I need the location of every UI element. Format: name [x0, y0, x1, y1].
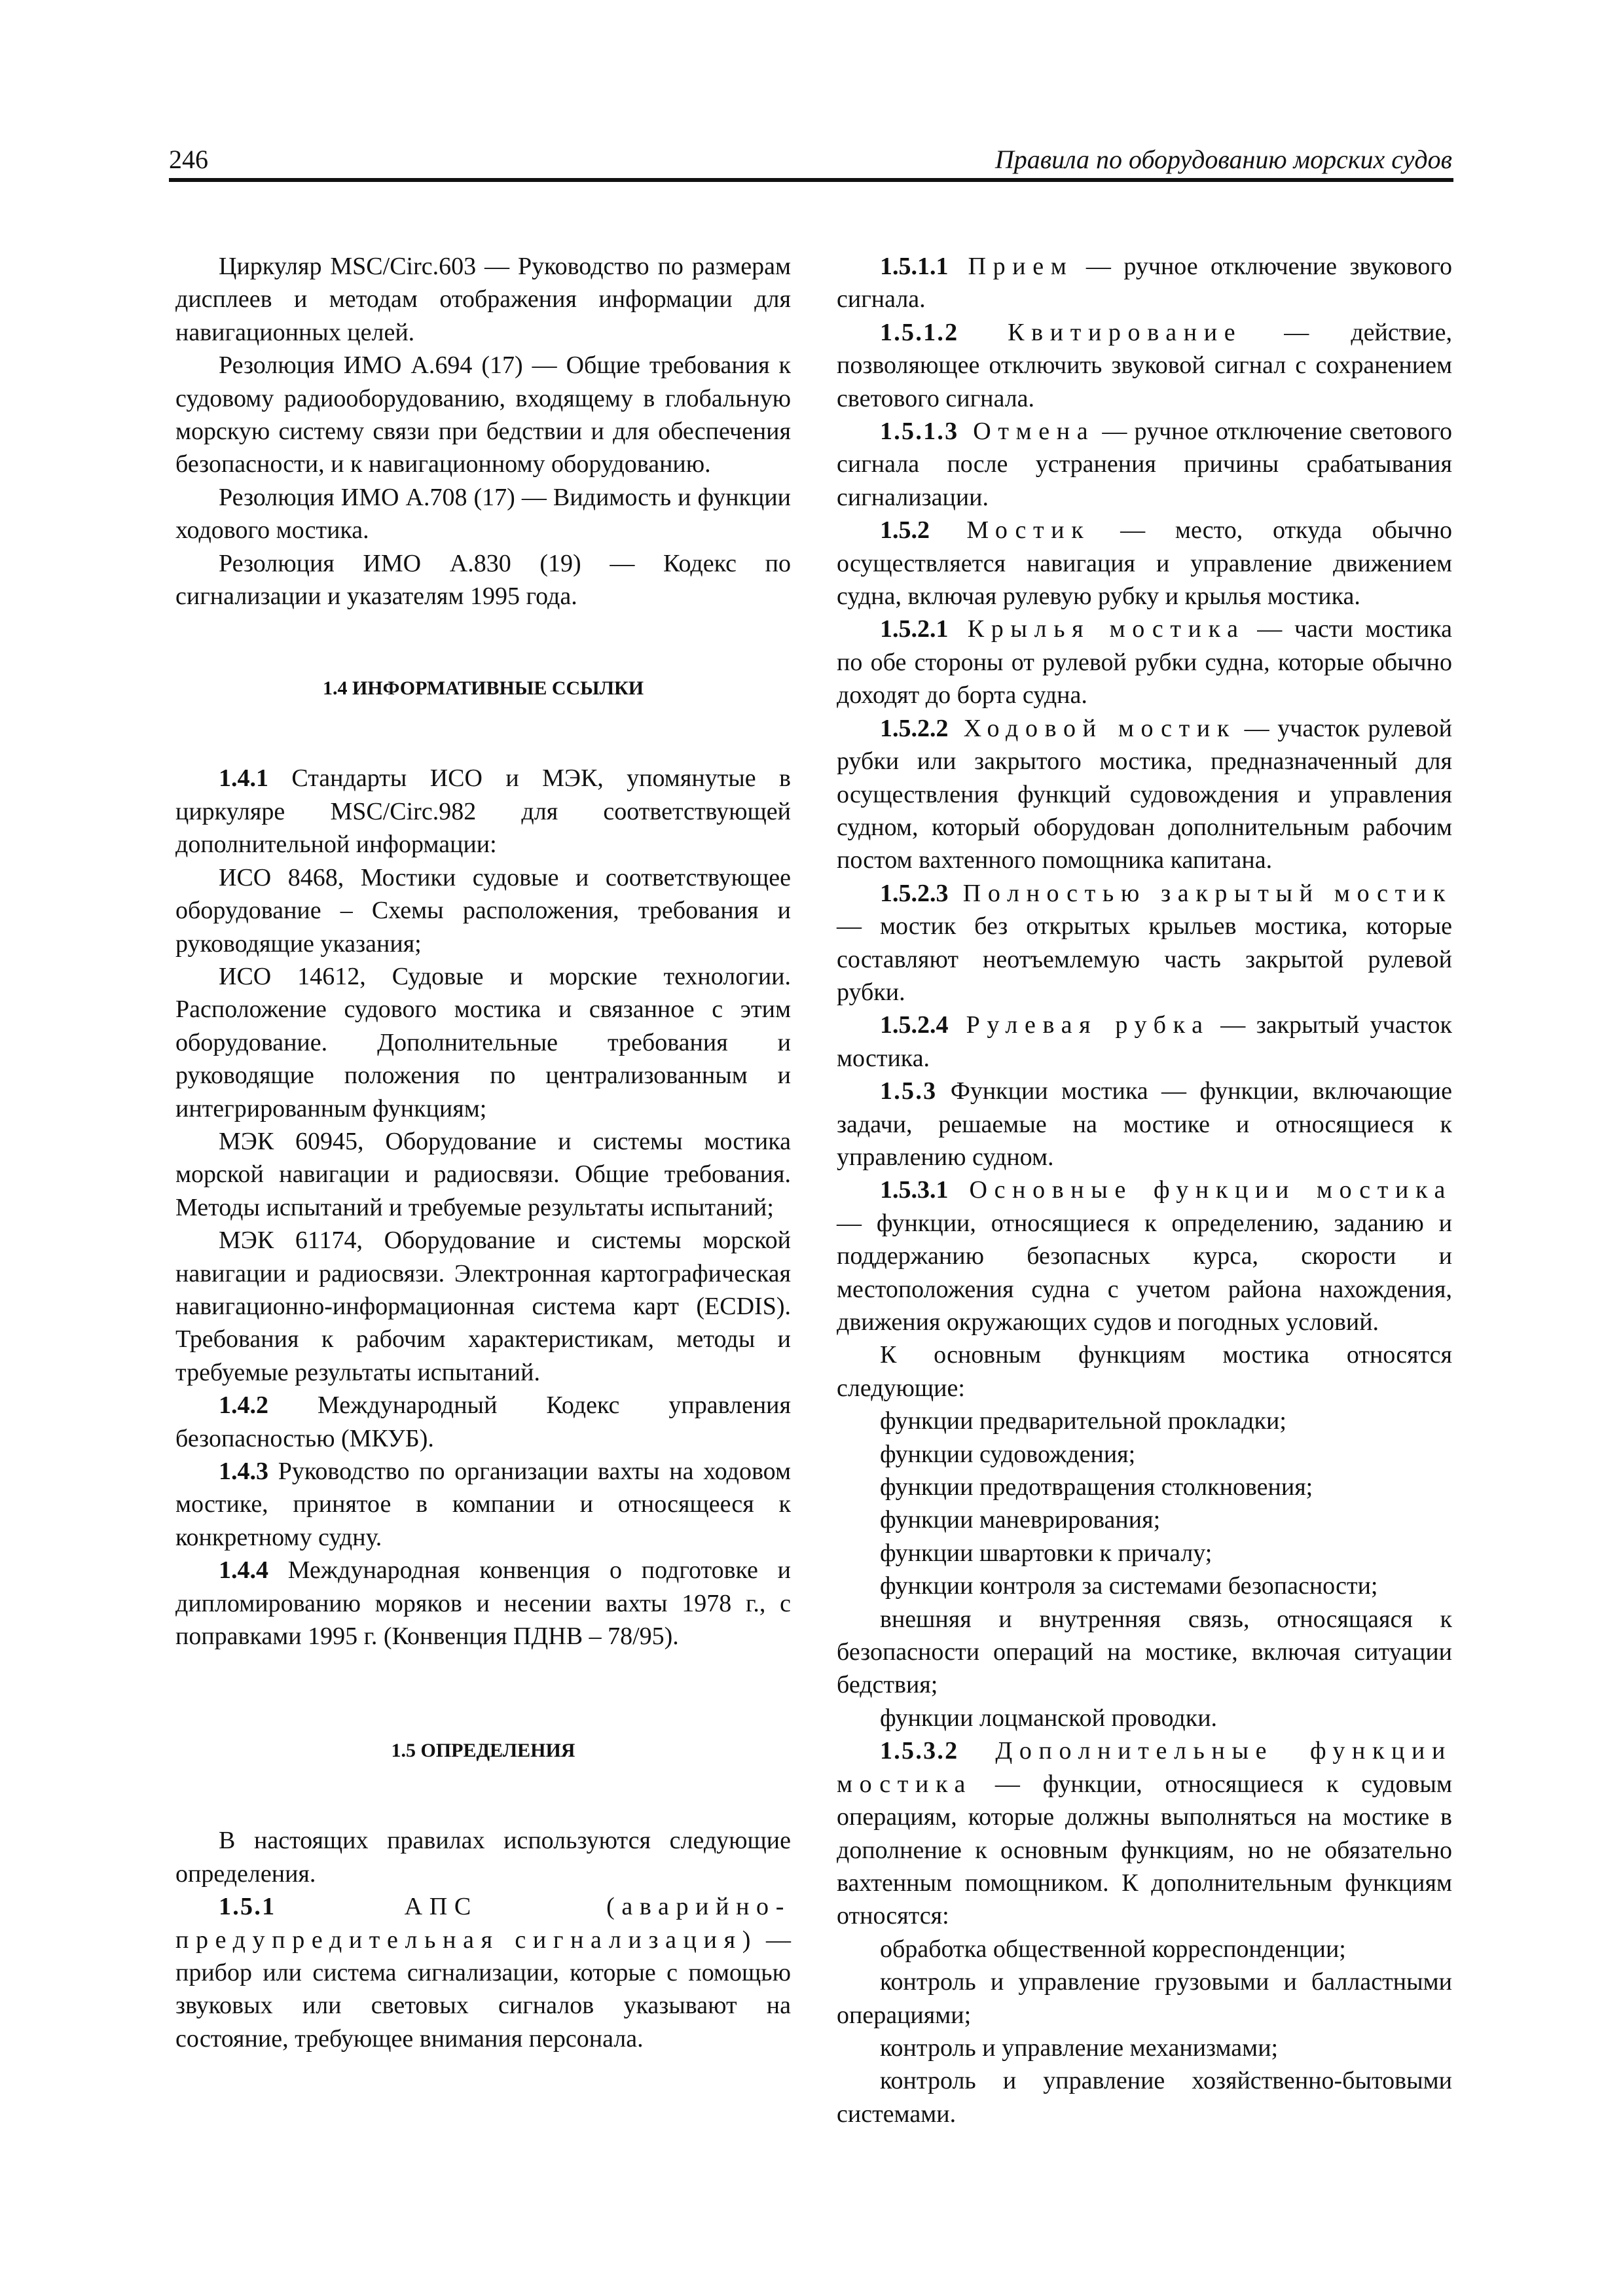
clause-number: 1.5.3.2 [880, 1737, 959, 1765]
list-item: функции лоцманской проводки. [880, 1704, 1218, 1732]
clause-1-5-2-3 [837, 877, 1452, 1009]
clause-number: 1.4.3 [219, 1458, 268, 1485]
clause-1-5-2-1 [837, 613, 1452, 711]
clause-1-4-4 [175, 1554, 791, 1653]
clause-text: — функции, относящиеся к судовым операциям, которые должны выполняться на мостике в дополнение к основным функциям, но не обязательно вахтенным помощником. К дополнительным функциям относятся: [837, 1770, 1452, 1930]
section-heading-1-4: 1.4 ИНФОРМАТИВНЫЕ ССЫЛКИ [322, 677, 644, 700]
clause-1-4-2 [175, 1389, 791, 1455]
clause-1-5-1-1 [837, 250, 1452, 316]
clause-term: Ходовой мостик [948, 714, 1236, 742]
clause-text: — части мостика по обе стороны от рулевой рубки судна, которые обычно доходят до борта судна. [837, 615, 1452, 709]
clause-term: АПС (аварийно-предупредительная сигнализация) [175, 1893, 791, 1954]
clause-number: 1.5.1.2 [880, 318, 959, 346]
paragraph: Резолюция ИМО А.708 (17) — Видимость и функции ходового мостика. [175, 483, 791, 545]
clause-1-5-2-4 [837, 1009, 1452, 1075]
clause-text: Международный Кодекс управления безопасностью (МКУБ). [175, 1391, 791, 1452]
clause-1-5-3 [837, 1075, 1452, 1174]
clause-term: Мостик [930, 516, 1091, 545]
clause-1-5-1 [175, 1890, 791, 2055]
list-item: внешняя и внутренняя связь, относящаяся к безопасности операций на мостике, включая ситуации бедствия; [837, 1605, 1452, 1699]
list-item: контроль и управление хозяйственно-бытовыми системами. [837, 2067, 1452, 2128]
clause-text: Стандарты ИСО и МЭК, упомянутые в циркуляре MSC/Circ.982 для соответствующей дополнительной информации: [175, 764, 791, 859]
clause-1-5-3-2 [837, 1734, 1452, 1932]
clause-1-4-1 [175, 762, 791, 861]
clause-text: — прибор или система сигнализации, которые с помощью звуковых или световых сигналов указывают на состояние, требующее внимания персонала. [175, 1926, 791, 2053]
clause-term: Прием [948, 253, 1074, 280]
left-column [175, 250, 791, 2055]
clause-number: 1.5.1 [219, 1893, 276, 1921]
clause-number: 1.5.2.2 [880, 714, 949, 742]
clause-text: — ручное отключение звукового сигнала. [837, 253, 1452, 314]
definitions-intro: В настоящих правилах используются следующие определения. [175, 1827, 791, 1888]
clause-term: Отмена [958, 418, 1095, 446]
clause-number: 1.5.1.1 [880, 253, 949, 280]
page-number: 246 [169, 145, 208, 174]
clause-1-5-1-3 [837, 415, 1452, 514]
section-heading-1-5: 1.5 ОПРЕДЕЛЕНИЯ [391, 1740, 575, 1762]
clause-1-5-1-2 [837, 316, 1452, 415]
header-rule [169, 178, 1453, 182]
list-item: функции швартовки к причалу; [880, 1539, 1213, 1567]
clause-number: 1.4.4 [219, 1556, 268, 1585]
clause-text: — ручное отключение светового сигнала после устранения причины срабатывания сигнализации. [837, 418, 1452, 511]
list-item: функции предотвращения столкновения; [880, 1473, 1313, 1501]
list-item: функции судовождения; [880, 1440, 1136, 1468]
clause-text: — функции, относящиеся к определению, заданию и поддержанию безопасных курса, скорости и местоположения судна с учетом района нахождения, движения окружающих судов и погодных условий. [837, 1209, 1452, 1336]
clause-1-5-2 [837, 514, 1452, 613]
clause-1-5-3-1 [837, 1174, 1452, 1338]
clause-number: 1.4.2 [219, 1391, 268, 1420]
clause-number: 1.4.1 [219, 764, 268, 793]
list-item: функции маневрирования; [880, 1506, 1161, 1534]
clause-term: Квитирование [958, 318, 1243, 346]
clause-number: 1.5.3.1 [880, 1176, 949, 1204]
clause-text: Международная конвенция о подготовке и дипломированию моряков и несении вахты 1978 г., с поправками 1995 г. (Конвенция ПДНВ – 78/95). [175, 1556, 791, 1651]
clause-text: — действие, позволяющее отключить звуковой сигнал с сохранением светового сигнала. [837, 318, 1452, 412]
clause-text: — участок рулевой рубки или закрытого мостика, предназначенный для осуществления функций судовождения и управления судном, который оборудован дополнительным рабочим постом вахтенного помощника капитана. [837, 714, 1452, 874]
main-functions-intro: К основным функциям мостика относятся следующие: [837, 1341, 1452, 1402]
list-item: контроль и управление механизмами; [880, 2034, 1279, 2062]
clause-term: Крылья мостика [948, 615, 1245, 643]
reference-item: ИСО 14612, Судовые и морские технологии. Расположение судового мостика и связанное с этим оборудование. Дополнительные требования и руководящие положения по централизованным и интегрированным функциям; [175, 962, 791, 1122]
clause-text: — закрытый участок мостика. [837, 1011, 1452, 1072]
list-item: обработка общественной корреспонденции; [880, 1935, 1346, 1963]
clause-1-4-3 [175, 1455, 791, 1554]
reference-item: МЭК 60945, Оборудование и системы мостика морской навигации и радиосвязи. Общие требования. Методы испытаний и требуемые результаты испытаний; [175, 1127, 791, 1221]
list-item: функции контроля за системами безопасности; [880, 1572, 1378, 1600]
clause-number: 1.5.2.4 [880, 1011, 949, 1039]
clause-1-5-2-2 [837, 712, 1452, 877]
clause-number: 1.5.2.3 [880, 879, 949, 907]
clause-text: Руководство по организации вахты на ходовом мостике, принятое в компании и относящееся к конкретному судну. [175, 1458, 791, 1551]
list-item: контроль и управление грузовыми и балластными операциями; [837, 1968, 1452, 2029]
right-column [837, 250, 1452, 2130]
paragraph: Резолюция ИМО А.694 (17) — Общие требования к судовому радиооборудованию, входящему в глобальную морскую систему связи при бедствии и для обеспечения безопасности, и к навигационному оборудованию. [175, 351, 791, 478]
paragraph: Резолюция ИМО А.830 (19) — Кодекс по сигнализации и указателям 1995 года. [175, 549, 791, 611]
reference-item: МЭК 61174, Оборудование и системы морской навигации и радиосвязи. Электронная картографическая навигационно-информационная система карт (ECDIS). Требования к рабочим характеристикам, методы и требуемые результаты испытаний. [175, 1227, 791, 1386]
clause-number: 1.5.3 [880, 1077, 938, 1105]
running-title: Правила по оборудованию морских судов [994, 145, 1452, 174]
list-item: функции предварительной прокладки; [880, 1407, 1286, 1435]
clause-number: 1.5.2 [880, 516, 930, 545]
paragraph: Циркуляр MSC/Circ.603 — Руководство по размерам дисплеев и методам отображения информации для навигационных целей. [175, 253, 791, 346]
reference-item: ИСО 8468, Мостики судовые и соответствующее оборудование – Схемы расположения, требования и руководящие указания; [175, 863, 791, 958]
running-header [169, 143, 1452, 183]
clause-text: Функции мостика — функции, включающие задачи, решаемые на мостике и относящиеся к управлению судном. [837, 1077, 1452, 1171]
clause-number: 1.5.2.1 [880, 615, 949, 643]
clause-term: Основные функции мостика [948, 1176, 1452, 1204]
clause-term: Рулевая рубка [948, 1011, 1210, 1039]
clause-number: 1.5.1.3 [880, 418, 959, 446]
clause-term: Дополнительные функции мостика [837, 1737, 1452, 1798]
clause-term: Полностью закрытый мостик [948, 879, 1452, 907]
clause-text: — место, откуда обычно осуществляется навигация и управление движением судна, включая рулевую рубку и крылья мостика. [837, 516, 1452, 611]
clause-text: — мостик без открытых крыльев мостика, которые составляют неотъемлемую часть закрытой рулевой рубки. [837, 912, 1452, 1006]
